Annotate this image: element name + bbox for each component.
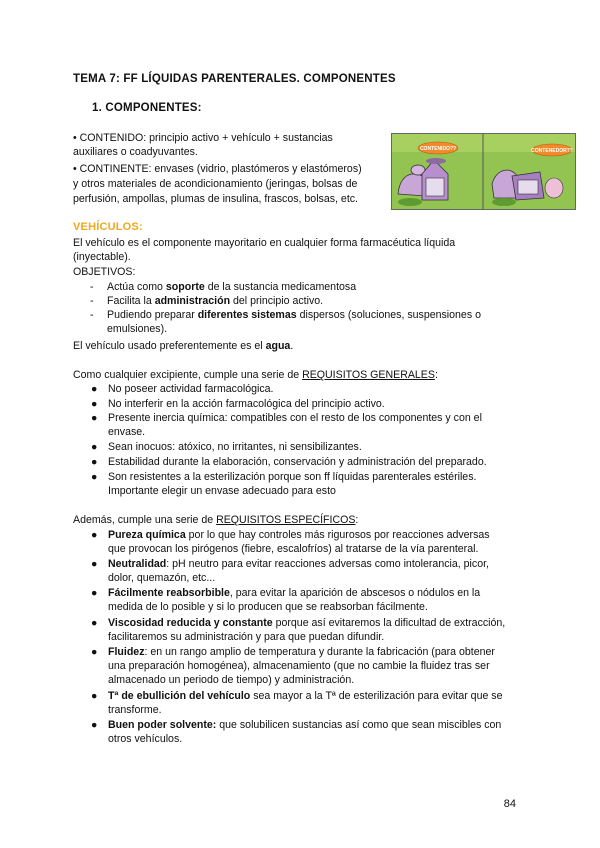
contenido-line: • CONTENIDO: principio activo + vehículo + sustancias [73,132,333,144]
bullet: ● [91,456,98,468]
requisito-especifico-cont: otros vehículos. [108,733,183,745]
objetivo-item: - Facilita la administración del principio activo. [90,295,324,307]
requisito-especifico: Buen poder solvente: que solubilicen sustancias así como que sean miscibles con [108,719,502,731]
objetivo-item: - Pudiendo preparar diferentes sistemas dispersos (soluciones, suspensiones o [90,309,481,321]
bullet: ● [91,719,98,731]
bullet: ● [91,383,98,395]
bubble-right-text: CONTENEDOR?? [531,148,573,154]
requisito-especifico-cont: almacenado un periodo de tiempo) y administración. [108,674,355,686]
requisito-general-cont: Importante elegir un envase adecuado para esto [108,485,336,497]
requisito-especifico-cont: que provocan los pirógenos (fiebre, escalofríos) al tratarse de la vía parenteral. [108,543,479,555]
objetivo-item: - Actúa como soporte de la sustancia medicamentosa [90,281,357,293]
requisito-general: Presente inercia química: compatibles con el resto de los componentes y con el [108,412,482,424]
continente-line: • CONTINENTE: envases (vidrio, plastómeros y elastómeros) [73,163,362,175]
requisito-especifico: Fácilmente reabsorbible, para evitar la aparición de abscesos o nódulos en la [108,587,481,599]
vehiculos-heading: VEHÍCULOS: [73,221,143,233]
generales-intro: Como cualquier excipiente, cumple una serie de REQUISITOS GENERALES: [73,369,438,381]
bullet: ● [91,587,98,599]
requisito-general-cont: envase. [108,426,146,438]
bullet: ● [91,441,98,453]
requisito-general: Sean inocuos: atóxico, no irritantes, ni sensibilizantes. [108,441,362,453]
cartoon-illustration [391,133,576,210]
requisito-especifico-cont: dolor, quemazón, etc... [108,572,216,584]
page-number: 84 [503,798,516,810]
vehiculo-intro: El vehículo es el componente mayoritario en cualquier forma farmacéutica líquida [73,237,456,249]
cartoon-svg [392,134,575,209]
requisito-especifico-cont: transforme. [108,704,162,716]
page-title: TEMA 7: FF LÍQUIDAS PARENTERALES. COMPONENTES [73,73,396,85]
bullet: ● [91,398,98,410]
requisito-general: No poseer actividad farmacológica. [108,383,274,395]
requisito-especifico: Fluidez: en un rango amplio de temperatura y durante la fabricación (para obtener [108,646,495,658]
requisito-especifico: Neutralidad: pH neutro para evitar reacciones adversas como intolerancia, picor, [108,558,489,570]
requisito-especifico: Tª de ebullición del vehículo sea mayor a la Tª de esterilización para evitar que se [108,690,503,702]
objetivo-item-cont: emulsiones). [107,323,168,335]
requisito-especifico: Viscosidad reducida y constante porque así evitaremos la dificultad de extracción, [108,617,506,629]
requisito-especifico-cont: medida de lo posible y si lo producen que se reabsorban fácilmente. [108,601,428,613]
requisito-especifico: Pureza química por lo que hay controles más rigurosos por reacciones adversas [108,529,490,541]
bubble-left-text: CONTENIDO?? [419,146,457,152]
requisito-especifico-cont: una preparación homogénea), almacenamiento (que no cambie la fluidez tras ser [108,660,490,672]
bullet: ● [91,558,98,570]
bullet: ● [91,412,98,424]
bullet: ● [91,617,98,629]
continente-line: perfusión, ampollas, plumas de insulina, frascos, bolsas, etc. [73,193,358,205]
bullet: ● [91,690,98,702]
continente-line: y otros materiales de acondicionamiento (jeringas, bolsas de [73,178,358,190]
section-heading: 1. COMPONENTES: [92,102,202,114]
bullet: ● [91,646,98,658]
vehiculo-intro: (inyectable). [73,251,131,263]
bullet: ● [91,529,98,541]
especificos-intro: Además, cumple una serie de REQUISITOS ESPECÍFICOS: [73,514,359,526]
objetivos-label: OBJETIVOS: [73,266,136,278]
requisito-especifico-cont: facilitaremos su administración y para que puedan difundir. [108,631,385,643]
contenido-line: auxiliares o coadyuvantes. [73,146,198,158]
requisito-general: No interferir en la acción farmacológica del principio activo. [108,398,385,410]
requisito-general: Son resistentes a la esterilización porque son ff líquidas parenterales estériles. [108,471,477,483]
bullet: ● [91,471,98,483]
agua-line: El vehículo usado preferentemente es el agua. [73,340,294,352]
requisito-general: Estabilidad durante la elaboración, conservación y administración del preparado. [108,456,487,468]
